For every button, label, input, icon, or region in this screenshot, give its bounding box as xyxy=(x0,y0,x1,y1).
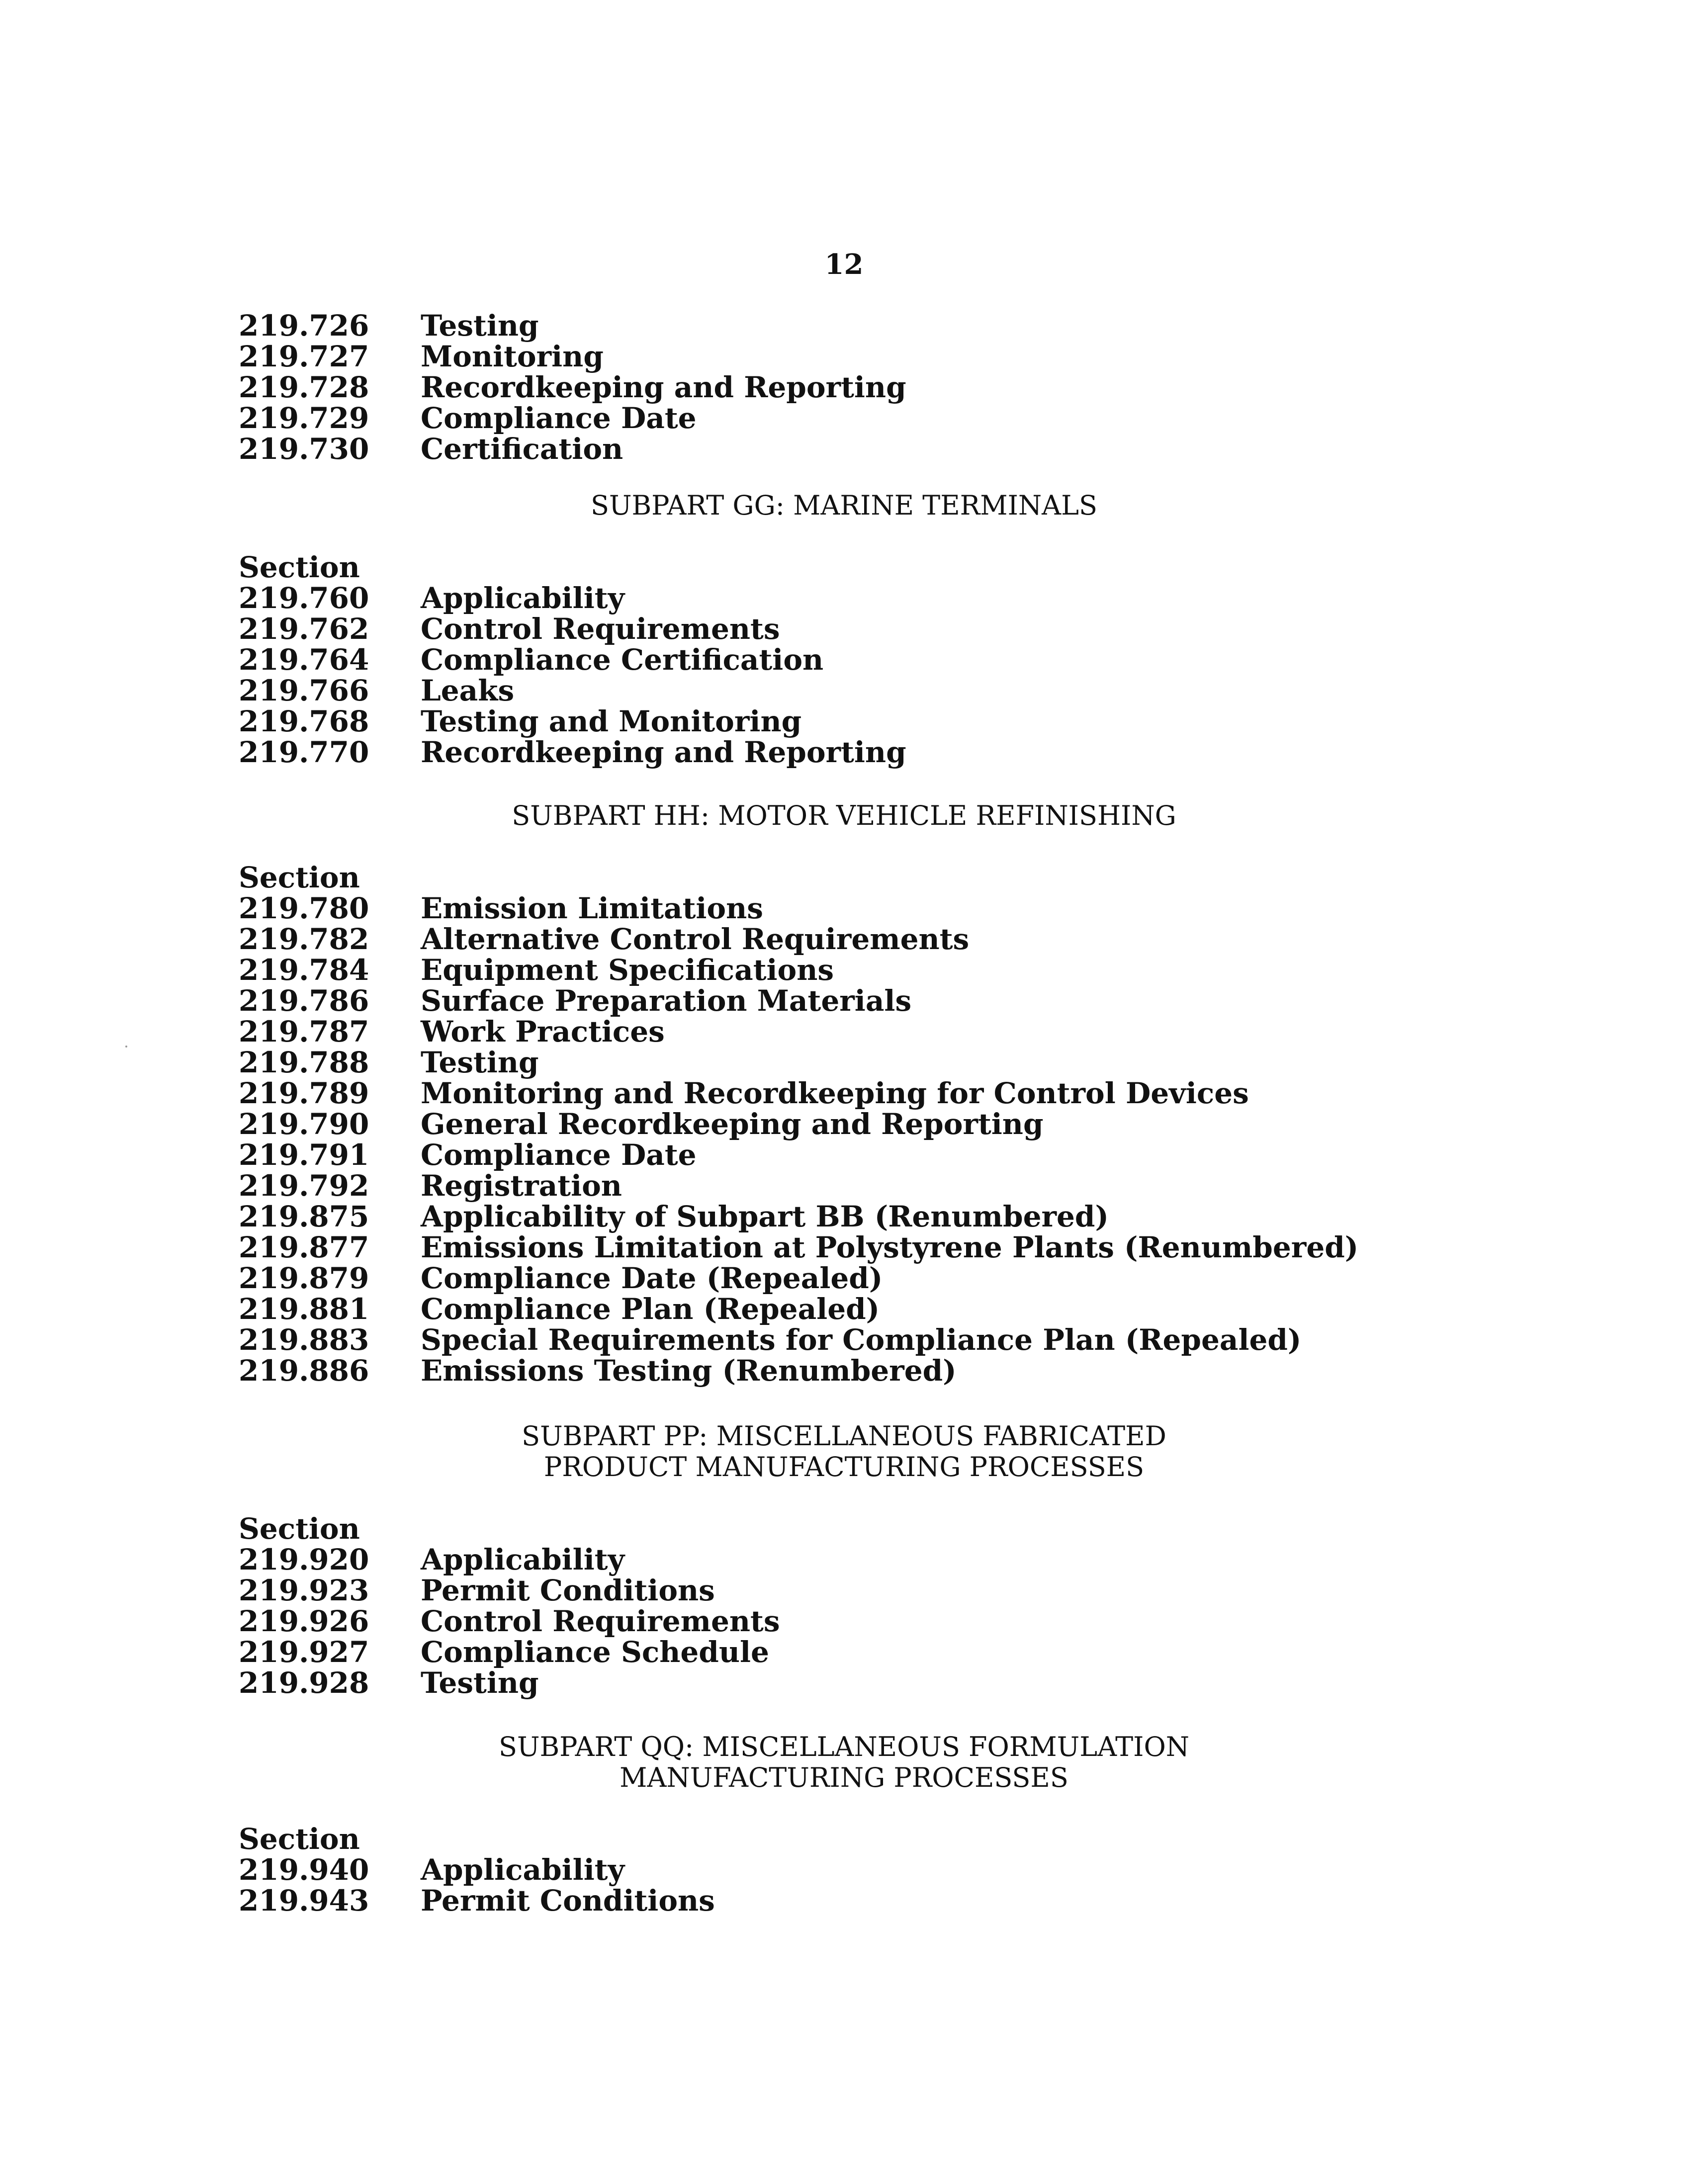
list-item xyxy=(239,1170,1531,1201)
section-title: Testing xyxy=(421,1666,539,1700)
section-number: 219.943 xyxy=(239,1884,369,1918)
list-item xyxy=(239,1232,1531,1263)
section-title: Control Requirements xyxy=(421,612,780,646)
section-number: 219.789 xyxy=(239,1076,369,1110)
section-title: Permit Conditions xyxy=(421,1573,715,1607)
list-item xyxy=(239,1885,1531,1916)
section-title: Applicability of Subpart BB (Renumbered) xyxy=(421,1200,1109,1233)
list-item xyxy=(239,403,1531,434)
list-item xyxy=(239,985,1531,1016)
section-title: Compliance Certification xyxy=(421,643,824,677)
section-column-label: Section xyxy=(239,1822,360,1856)
list-item xyxy=(239,434,1531,464)
subpart-qq-entry-list xyxy=(239,1824,1531,1916)
section-column-label: Section xyxy=(239,861,360,894)
list-item xyxy=(239,1544,1531,1575)
subpart-hh-heading xyxy=(0,800,1688,831)
section-title: Recordkeeping and Reporting xyxy=(421,735,906,769)
section-title: Leaks xyxy=(421,674,515,707)
section-number: 219.940 xyxy=(239,1853,369,1887)
subpart-pp-entry-list xyxy=(239,1513,1531,1698)
section-number: 219.792 xyxy=(239,1169,369,1203)
section-number: 219.928 xyxy=(239,1666,369,1700)
list-item xyxy=(239,1355,1531,1386)
subpart-heading-line: SUBPART GG: MARINE TERMINALS xyxy=(590,490,1097,521)
section-title: Emission Limitations xyxy=(421,891,763,925)
section-title: Testing xyxy=(421,309,539,343)
list-item xyxy=(239,1078,1531,1109)
list-item xyxy=(239,893,1531,924)
list-item xyxy=(239,1606,1531,1637)
list-item xyxy=(239,1854,1531,1885)
list-item xyxy=(239,1263,1531,1294)
subpart-qq-heading xyxy=(0,1732,1688,1793)
section-number: 219.788 xyxy=(239,1046,369,1079)
section-number: 219.764 xyxy=(239,643,369,677)
section-title: Recordkeeping and Reporting xyxy=(421,370,906,404)
section-title: Emissions Limitation at Polystyrene Plants (Renumbered) xyxy=(421,1230,1359,1264)
list-item xyxy=(239,1324,1531,1355)
section-number: 219.920 xyxy=(239,1543,369,1576)
subpart-heading-line: MANUFACTURING PROCESSES xyxy=(620,1762,1068,1793)
section-number: 219.881 xyxy=(239,1292,369,1326)
section-number: 219.727 xyxy=(239,340,369,373)
section-title: Compliance Schedule xyxy=(421,1635,769,1669)
section-number: 219.782 xyxy=(239,922,369,956)
section-title: Equipment Specifications xyxy=(421,953,834,987)
list-item xyxy=(239,341,1531,372)
section-column-label: Section xyxy=(239,550,360,584)
list-item xyxy=(239,1139,1531,1170)
section-number: 219.784 xyxy=(239,953,369,987)
section-column-label: Section xyxy=(239,1512,360,1546)
list-item xyxy=(239,1047,1531,1078)
section-number: 219.768 xyxy=(239,704,369,738)
subpart-heading-line: PRODUCT MANUFACTURING PROCESSES xyxy=(543,1451,1145,1483)
section-title: Testing xyxy=(421,1046,539,1079)
section-number: 219.787 xyxy=(239,1015,369,1048)
section-title: Alternative Control Requirements xyxy=(421,922,970,956)
subpart-heading-line: SUBPART PP: MISCELLANEOUS FABRICATED xyxy=(522,1420,1166,1452)
list-item xyxy=(239,924,1531,955)
section-title: Testing and Monitoring xyxy=(421,704,802,738)
section-title: Permit Conditions xyxy=(421,1884,715,1918)
subpart-hh-entry-list xyxy=(239,862,1531,1386)
page-number: 12 xyxy=(824,248,864,281)
subpart-pp-heading xyxy=(0,1421,1688,1483)
list-item xyxy=(239,1575,1531,1606)
list-item xyxy=(239,583,1531,613)
section-number: 219.760 xyxy=(239,581,369,615)
section-title: Applicability xyxy=(421,1543,625,1576)
section-title: Compliance Date xyxy=(421,1138,697,1172)
subpart-heading-line: SUBPART HH: MOTOR VEHICLE REFINISHING xyxy=(512,800,1176,831)
section-title: Surface Preparation Materials xyxy=(421,984,912,1018)
section-number: 219.726 xyxy=(239,309,369,343)
section-title: Compliance Date (Repealed) xyxy=(421,1261,883,1295)
section-number: 219.791 xyxy=(239,1138,369,1172)
list-item xyxy=(239,1294,1531,1324)
list-item xyxy=(239,372,1531,403)
section-number: 219.729 xyxy=(239,401,369,435)
section-number: 219.728 xyxy=(239,370,369,404)
section-number: 219.926 xyxy=(239,1604,369,1638)
section-number: 219.879 xyxy=(239,1261,369,1295)
section-title: General Recordkeeping and Reporting xyxy=(421,1107,1044,1141)
list-item xyxy=(239,737,1531,768)
section-number: 219.766 xyxy=(239,674,369,707)
section-title: Monitoring xyxy=(421,340,604,373)
section-number: 219.927 xyxy=(239,1635,369,1669)
section-title: Special Requirements for Compliance Plan (Repealed) xyxy=(421,1323,1302,1357)
subpart-gg-entry-list xyxy=(239,552,1531,768)
list-item xyxy=(239,644,1531,675)
entry-list-continued xyxy=(239,310,1531,464)
list-item xyxy=(239,1109,1531,1139)
list-item xyxy=(239,1016,1531,1047)
list-item xyxy=(239,1201,1531,1232)
section-title: Registration xyxy=(421,1169,622,1203)
section-title: Applicability xyxy=(421,1853,625,1887)
list-item xyxy=(239,613,1531,644)
section-number: 219.875 xyxy=(239,1200,369,1233)
section-number: 219.923 xyxy=(239,1573,369,1607)
section-number: 219.770 xyxy=(239,735,369,769)
section-title: Compliance Date xyxy=(421,401,697,435)
subpart-heading-line: SUBPART QQ: MISCELLANEOUS FORMULATION xyxy=(499,1731,1189,1762)
scan-speck xyxy=(125,1046,127,1048)
section-number: 219.786 xyxy=(239,984,369,1018)
section-number: 219.886 xyxy=(239,1354,369,1388)
section-number: 219.762 xyxy=(239,612,369,646)
section-title: Applicability xyxy=(421,581,625,615)
list-item xyxy=(239,675,1531,706)
section-title: Work Practices xyxy=(421,1015,665,1048)
section-number: 219.877 xyxy=(239,1230,369,1264)
list-item xyxy=(239,955,1531,985)
section-title: Monitoring and Recordkeeping for Control Devices xyxy=(421,1076,1249,1110)
section-number: 219.730 xyxy=(239,432,369,466)
section-number: 219.780 xyxy=(239,891,369,925)
section-number: 219.883 xyxy=(239,1323,369,1357)
section-title: Compliance Plan (Repealed) xyxy=(421,1292,880,1326)
list-item xyxy=(239,1667,1531,1698)
section-title: Control Requirements xyxy=(421,1604,780,1638)
list-item xyxy=(239,1637,1531,1667)
list-item xyxy=(239,706,1531,737)
list-item xyxy=(239,310,1531,341)
section-number: 219.790 xyxy=(239,1107,369,1141)
section-title: Emissions Testing (Renumbered) xyxy=(421,1354,957,1388)
subpart-gg-heading xyxy=(0,490,1688,521)
section-title: Certification xyxy=(421,432,623,466)
